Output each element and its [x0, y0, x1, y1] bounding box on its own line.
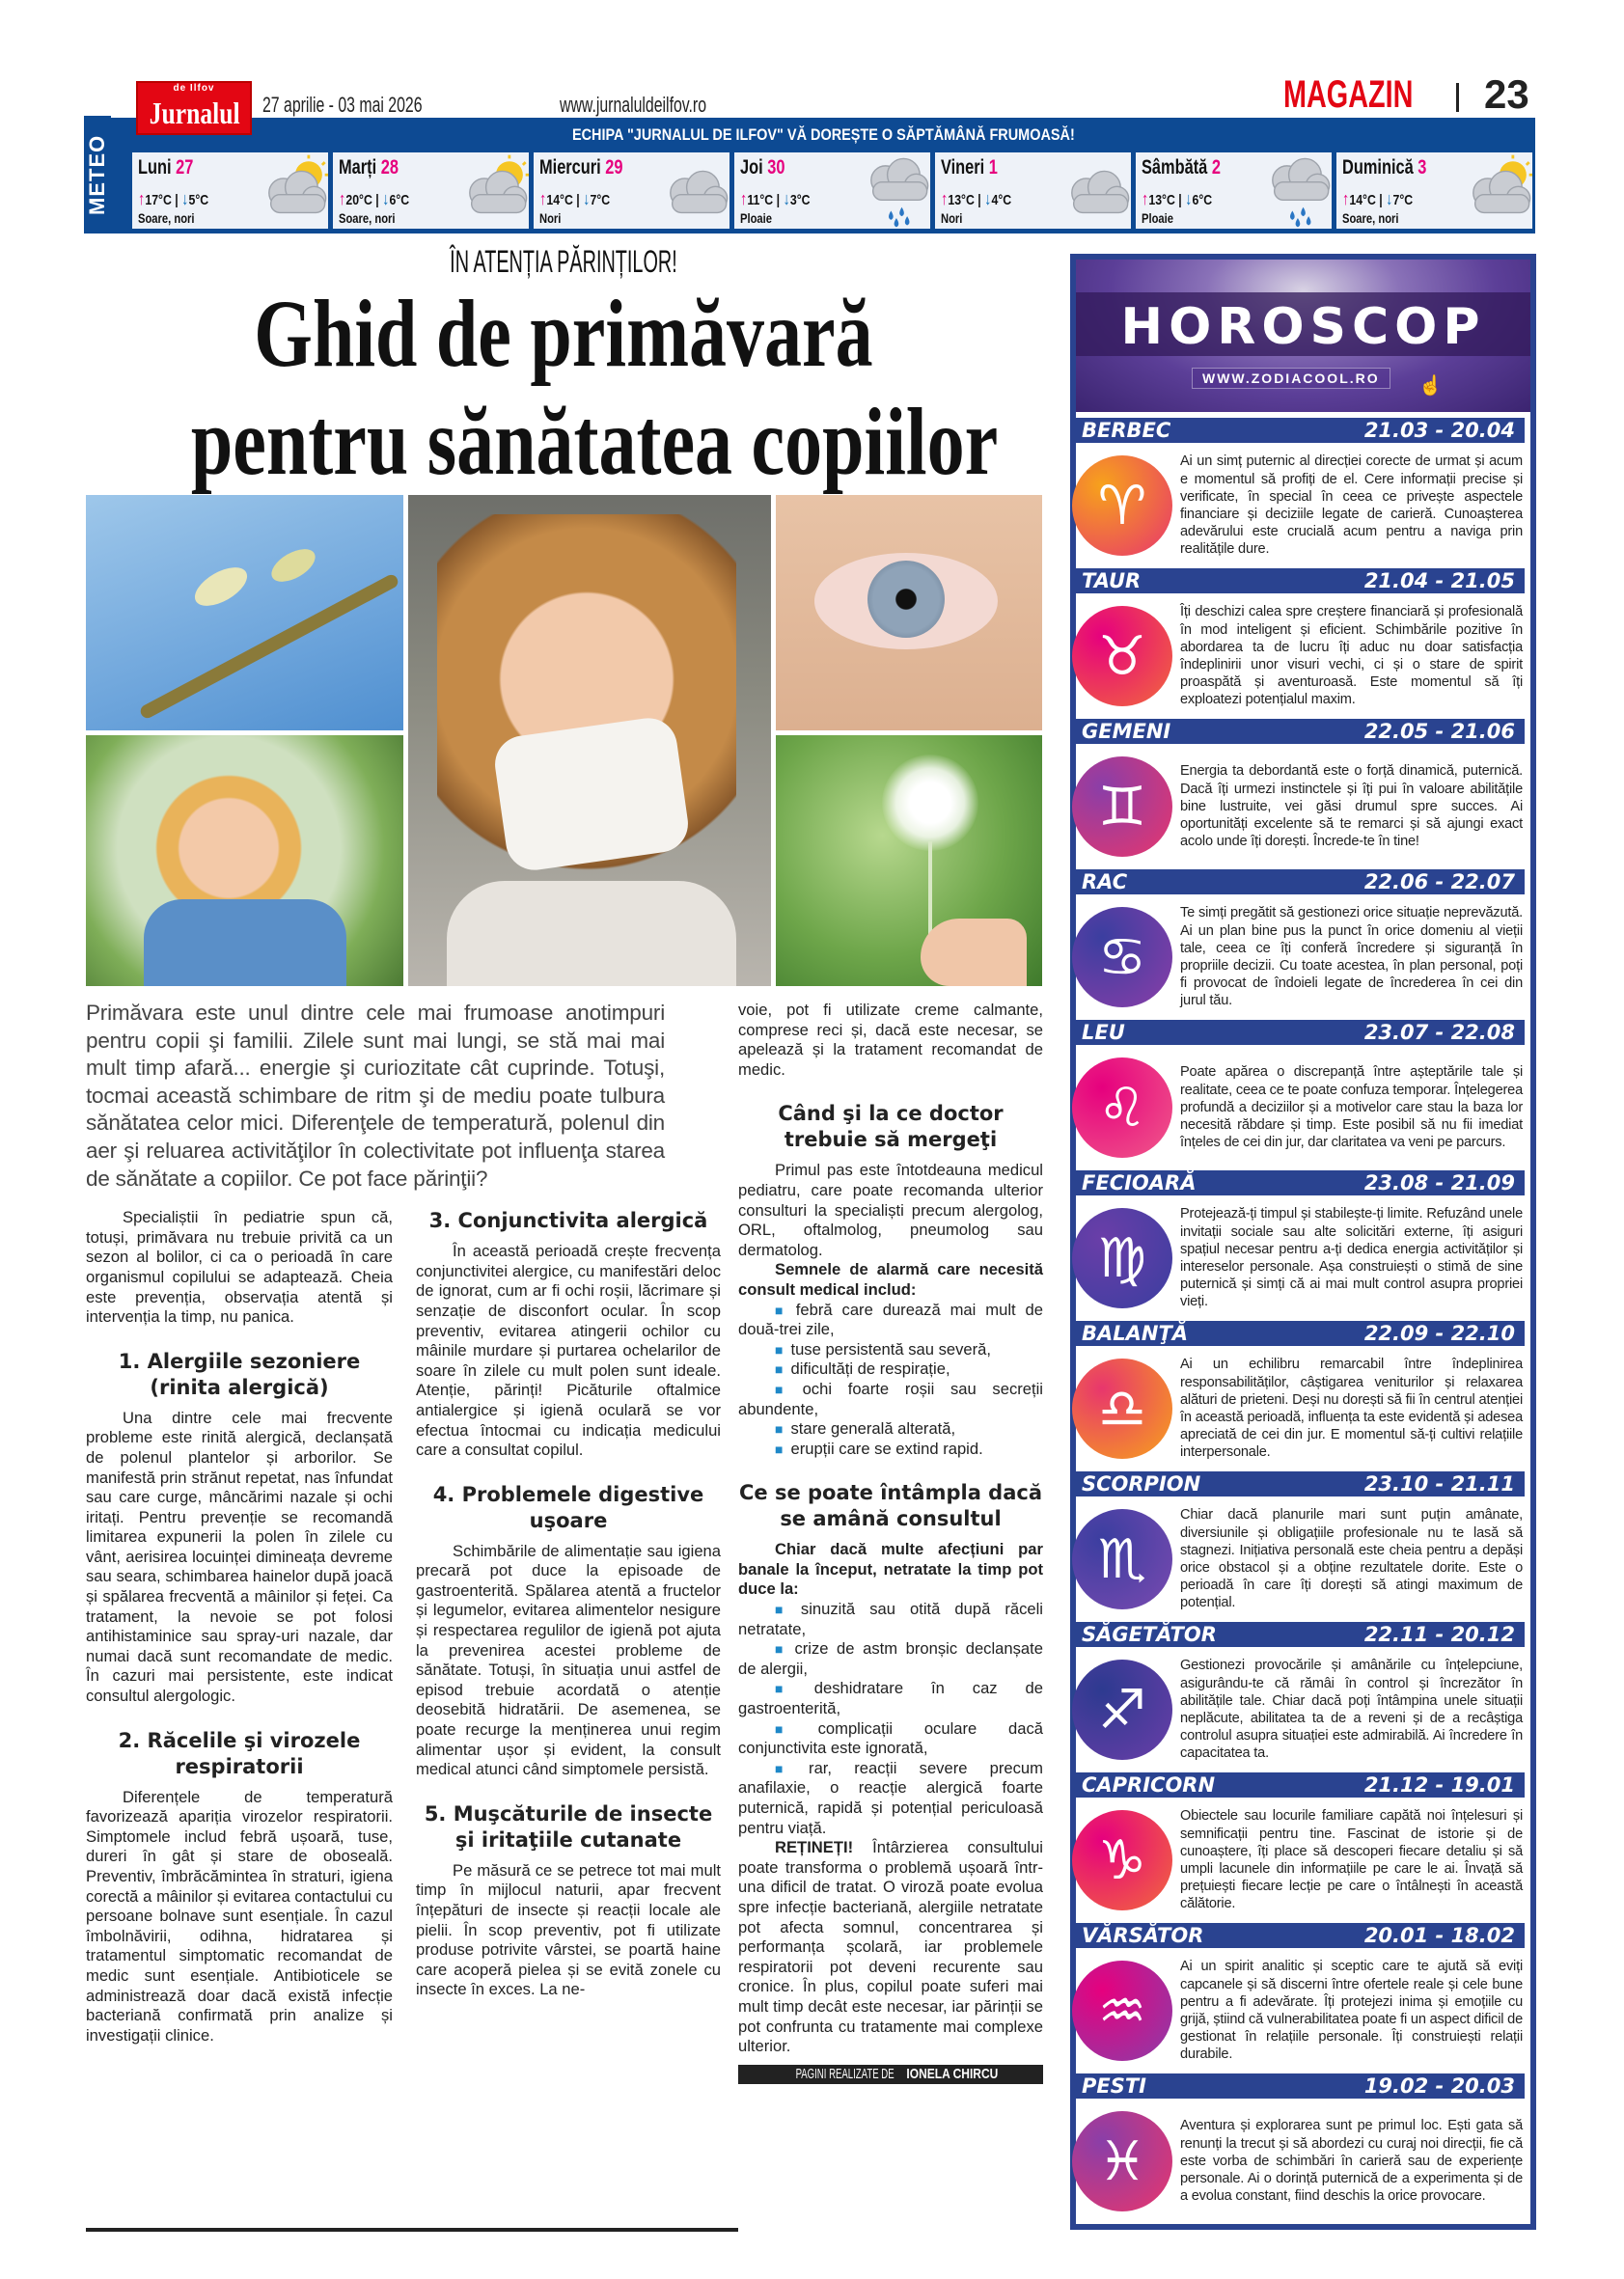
weather-day-card — [734, 152, 930, 229]
cloud-icon — [1056, 154, 1131, 228]
photo-child-blowing-nose — [408, 495, 771, 986]
temp-low: 7°C — [590, 192, 611, 208]
meteo-side-label: METEO — [84, 116, 111, 233]
bullet-text: deshidratare în caz de gastroenterită, — [738, 1679, 1043, 1718]
sign-dates: 23.08 - 21.09 — [1363, 1171, 1515, 1194]
title-line-1: Ghid de primăvară — [254, 280, 873, 387]
weather-temps: ↑13°C | ↓4°C — [941, 189, 1012, 208]
day-number: 27 — [176, 156, 194, 178]
photo-dandelion — [776, 735, 1042, 986]
bold-lead-paragraph: Chiar dacă multe afecțiuni par banale la început, netratate la timp pot duce la: — [738, 1540, 1043, 1599]
body-paragraph: Schimbările de alimentație sau igiena precară pot duce la episoade de gastroenterită. Spălarea atentă a fructelor și legumelor, evitarea alimentelor nesigure și respectarea regulilor de igienă pot ajuta la prevenirea acestei probleme de sănătate. Totuși, în situația unui astfel de episod trebuie acordată o atenție deosebită hidratării. De asemenea, se poate recurge la menținerea unui regim alimentar ușor și evident, la consult medical atunci când simptomele persistă. — [416, 1541, 721, 1779]
bullet-item — [738, 1440, 1043, 1460]
horoscope-banner — [1076, 260, 1530, 412]
header-divider — [1456, 83, 1459, 112]
weather-temps: ↑14°C | ↓7°C — [539, 189, 611, 208]
virgo-icon: ♍ — [1072, 1208, 1172, 1308]
sign-name: SCORPION — [1082, 1472, 1201, 1496]
article-two-columns — [86, 1208, 723, 2046]
horoscope-sign-virgo — [1076, 1170, 1530, 1321]
weather-temps: ↑17°C | ↓5°C — [138, 189, 209, 208]
horoscope-title: HOROSCOP — [1120, 298, 1486, 356]
bullet-text: stare generală alterată, — [790, 1419, 956, 1439]
arrow-down-icon: ↓ — [783, 189, 790, 208]
sign-dates: 19.02 - 20.03 — [1363, 2074, 1515, 2098]
weather-day-label — [1342, 156, 1426, 179]
arrow-down-icon: ↓ — [583, 189, 591, 208]
sign-header — [1076, 719, 1525, 744]
aquarius-icon: ♒ — [1072, 1961, 1172, 2061]
sign-name: LEU — [1082, 1021, 1125, 1044]
article-title — [86, 280, 1041, 496]
photo-red-eye — [776, 495, 1042, 730]
sign-body — [1076, 894, 1530, 1020]
weather-banner-text: ECHIPA "JURNALUL DE ILFOV" VĂ DOREȘTE O SĂPTĂMÂNĂ FRUMOASĂ! — [571, 125, 1075, 144]
sign-dates: 21.12 - 19.01 — [1363, 1773, 1515, 1797]
bullet-square-icon: ■ — [775, 1681, 807, 1697]
sign-text: Ai un echilibru remarcabil între îndeplinirea responsabilităților, câștigarea veniturilor și relaxarea alături de prieteni. Deși nu dorești să fii în centrul atenției în această perioadă, influența ta este evidentă și adesea apreciată de cei din jur. E momentul să-ți cultivi relațiile interpersonale. — [1180, 1357, 1523, 1461]
bullet-square-icon: ■ — [775, 1641, 787, 1658]
weather-day-label — [539, 156, 623, 179]
sign-body — [1076, 593, 1530, 719]
bullet-text: rar, reacții severe precum anafilaxie, o reacție alergică foarte puternică, rapidă și potențial periculoasă pentru viață. — [738, 1758, 1043, 1837]
sign-header — [1076, 568, 1525, 593]
sign-body — [1076, 1045, 1530, 1170]
bullet-square-icon: ■ — [775, 1302, 788, 1318]
section-heading: 5. Muşcăturile de insecte şi iritaţiile cutanate — [424, 1801, 713, 1852]
bullet-item — [738, 1759, 1043, 1838]
sign-dates: 23.10 - 21.11 — [1363, 1472, 1515, 1496]
weather-day-card — [132, 152, 328, 229]
weather-day-card — [534, 152, 729, 229]
sign-header — [1076, 2073, 1525, 2099]
day-number: 30 — [767, 156, 785, 178]
weather-day-label — [740, 156, 784, 179]
article-column-1 — [86, 1208, 393, 2046]
partly-sunny-icon — [253, 154, 328, 228]
weather-day-card — [935, 152, 1131, 229]
article-intro: Primăvara este unul dintre cele mai frumoase anotimpuri pentru copii şi familii. Zilele sunt mai lungi, se stă mai mai mult timp afară... energie şi curiozitate cât cuprinde. Totuşi, tocmai această schimbare de ritm şi de mediu poate tulbura sănătatea celor mici. Diferenţele de temperatură, polenul din aer şi reluarea activităţilor în colectivitate pot influenţa starea de sănătate a copiilor. Ce pot face părinţii? — [86, 1001, 665, 1191]
horoscope-sign-taurus — [1076, 568, 1530, 719]
weather-temps: ↑11°C | ↓3°C — [740, 189, 811, 208]
sign-dates: 21.03 - 20.04 — [1363, 419, 1515, 442]
kicker-text: ÎN ATENȚIA PĂRINȚILOR! — [450, 244, 677, 279]
temp-high: 13°C — [1148, 192, 1175, 208]
bullet-item — [738, 1419, 1043, 1440]
body-paragraph: Specialiștii în pediatrie spun că, totuși, primăvara nu trebuie privită ca un sezon al bolilor, ci ca o perioadă în care organismul copilului se adaptează. Cheia este prevenția, observația atentă și intervenția la timp, nu panica. — [86, 1208, 393, 1327]
weather-condition: Soare, nori — [339, 210, 396, 226]
horoscope-sign-capricorn — [1076, 1772, 1530, 1923]
sign-header — [1076, 1772, 1525, 1798]
note-label: REȚINEȚI! — [775, 1838, 854, 1857]
photo-willow-catkins — [86, 495, 403, 730]
temp-high: 13°C — [948, 192, 975, 208]
horoscope-sign-libra — [1076, 1321, 1530, 1471]
bullet-text: febră care durează mai mult de două-trei zile, — [738, 1300, 1043, 1339]
temp-low: 6°C — [1192, 192, 1213, 208]
note-text: Întârzierea consultului poate transforma o problemă ușoară într-una dificil de tratat. O viroză poate evolua spre infecție bacteriană, alergiile netratate pot afecta somnul, concentrarea și performanța școlară, iar problemele respiratorii pot deveni recurente sau cronice. În plus, copilul poate suferi mai mult timp decât este necesar, iar părinții se pot confrunta cu tratamente mai complexe ulterior. — [738, 1838, 1043, 2056]
body-paragraph: Pe măsură ce se petrece tot mai mult timp în mijlocul naturii, apar frecvent înțepături de insecte și reacții locale ale pielii. În scop preventiv, pot fi utilizate produse potrivite vârstei, se poartă haine care acoperă pielea și se evită zonele cu insecte în exces. La ne- — [416, 1860, 721, 1999]
sign-body — [1076, 443, 1530, 568]
horoscope-sign-cancer — [1076, 869, 1530, 1020]
horoscope-sign-sagittarius — [1076, 1622, 1530, 1772]
sign-text: Energia ta debordantă este o forță dinamică, puternică. Dacă îți urmezi instinctele și îți pui în valoare abilitățile bine lustruite, vei găsi drumul spre succes. Ai oportunități excelente să te remarci și să ajungi exact acolo unde îți dorești. Încrede-te în tine! — [1180, 763, 1523, 850]
article-column-2 — [416, 1208, 721, 2046]
photo-sneezing-toddler — [86, 735, 403, 986]
bullet-square-icon: ■ — [775, 1421, 784, 1438]
day-name: Sâmbătă — [1142, 156, 1208, 178]
weather-day-card — [1336, 152, 1532, 229]
arrow-up-icon: ↑ — [138, 189, 146, 208]
horoscope-sign-aquarius — [1076, 1923, 1530, 2073]
section-heading: 4. Problemele digestive uşoare — [432, 1482, 704, 1532]
arrow-up-icon: ↑ — [539, 189, 547, 208]
sign-text: Gestionezi provocările și amânările cu înțelepciune, asigurându-te că rămâi în control și încrezător în abilitățile tale. Chiar dacă poți întâmpina unele situații neplăcute, abilitatea ta de a reveni și de a recâștiga controlul asupra situației este admirabilă. Ai încredere în capacitatea ta. — [1180, 1658, 1523, 1762]
pisces-icon: ♓ — [1072, 2111, 1172, 2211]
weather-condition: Soare, nori — [1342, 210, 1399, 226]
temp-high: 20°C — [345, 192, 372, 208]
bullet-item — [738, 1340, 1043, 1360]
weather-day-card — [333, 152, 529, 229]
weather-banner — [111, 125, 1535, 145]
sign-name: BALANŢĂ — [1082, 1322, 1189, 1345]
weather-condition: Soare, nori — [138, 210, 195, 226]
bullet-square-icon: ■ — [775, 1441, 784, 1457]
day-name: Miercuri — [539, 156, 601, 178]
bullet-text: complicații oculare dacă conjunctivita este ignorată, — [738, 1718, 1043, 1758]
sign-dates: 21.04 - 21.05 — [1363, 569, 1515, 592]
newspaper-logo — [136, 81, 252, 135]
horoscope-sign-leo — [1076, 1020, 1530, 1170]
sign-dates: 22.11 - 20.12 — [1363, 1623, 1515, 1646]
weather-day-label — [941, 156, 998, 179]
weather-temps: ↑14°C | ↓7°C — [1342, 189, 1414, 208]
sign-dates: 23.07 - 22.08 — [1363, 1021, 1515, 1044]
sign-header — [1076, 1321, 1525, 1346]
sign-name: GEMENI — [1082, 720, 1171, 743]
day-number: 3 — [1418, 156, 1427, 178]
sign-text: Obiectele sau locurile familiare capătă noi înțelesuri și semnificații pentru tine. Fascinat de istorie și de cunoaștere, îți place să descoperi fiecare detaliu și să umpli lacunele din informațiile pe care le ai. Învață să prețuiești fiecare lecție pe care o întâlnești în această călătorie. — [1180, 1808, 1523, 1912]
temp-low: 3°C — [789, 192, 811, 208]
pointer-hand-icon: ☝ — [1418, 375, 1443, 397]
bullet-item — [738, 1600, 1043, 1639]
partly-sunny-icon — [454, 154, 529, 228]
weather-condition: Ploaie — [1142, 210, 1173, 226]
bullet-item — [738, 1639, 1043, 1679]
arrow-down-icon: ↓ — [382, 189, 390, 208]
sign-header — [1076, 418, 1525, 443]
temp-high: 11°C — [747, 192, 774, 208]
sign-text: Îți deschizi calea spre creștere financiară și profesională în mod inteligent și eficient. Schimbările pozitive în abordarea ta de lucru îți aduc nu doar satisfacția îndeplinirii unor visuri vechi, ci și o stare de spirit proaspătă și aventuroasă. Este momentul să îți exploatezi potențialul maxim. — [1180, 604, 1523, 708]
website-url: www.jurnaluldeilfov.ro — [560, 93, 707, 117]
arrow-down-icon: ↓ — [984, 189, 992, 208]
sign-text: Chiar dacă planurile mari sunt puțin amânate, diversiunile și obligațiile profesionale nu te lasă să stagnezi. Inițiativa personală este cheia pentru a depăși orice obstacol și a obține rezultatele dorite. Este o perioadă în care îți dorești să atingi maximum de potențial. — [1180, 1507, 1523, 1611]
sign-name: PESTI — [1082, 2074, 1146, 2098]
leo-icon: ♌ — [1072, 1057, 1172, 1158]
weather-condition: Ploaie — [740, 210, 772, 226]
day-number: 29 — [605, 156, 623, 178]
cancer-icon: ♋ — [1072, 907, 1172, 1007]
day-name: Duminică — [1342, 156, 1414, 178]
libra-icon: ♎ — [1072, 1359, 1172, 1459]
sign-dates: 22.05 - 21.06 — [1363, 720, 1515, 743]
aries-icon: ♈ — [1072, 455, 1172, 556]
section-heading: Când şi la ce doctor trebuie să mergeţi — [778, 1102, 1004, 1152]
sign-header — [1076, 1923, 1525, 1948]
section-name: MAGAZIN — [1283, 73, 1414, 116]
sign-text: Te simți pregătit să gestionezi orice situație neprevăzută. Ai un plan bine pus la punct în orice domeniu al vieții tale, ceea ce îți conferă încredere și siguranță în propriile decizii. Cu toate acestea, în plan personal, poți fi provocat de îndoieli legate de încrederea în cei din jurul tău. — [1180, 905, 1523, 1009]
article-left-flow — [86, 1000, 723, 2046]
weather-day-card — [1136, 152, 1332, 229]
bullet-item — [738, 1719, 1043, 1759]
logo-subtitle: de Ilfov — [173, 83, 215, 94]
sign-header — [1076, 1622, 1525, 1647]
sign-body — [1076, 2099, 1530, 2224]
sagittarius-icon: ♐ — [1072, 1660, 1172, 1760]
bullet-square-icon: ■ — [775, 1361, 784, 1378]
temp-high: 14°C — [546, 192, 573, 208]
temp-high: 17°C — [145, 192, 172, 208]
arrow-up-icon: ↑ — [339, 189, 346, 208]
sign-name: RAC — [1082, 870, 1128, 893]
sign-body — [1076, 744, 1530, 869]
bullet-square-icon: ■ — [775, 1341, 784, 1358]
sign-body — [1076, 1195, 1530, 1321]
arrow-up-icon: ↑ — [1142, 189, 1149, 208]
sign-body — [1076, 1798, 1530, 1923]
arrow-down-icon: ↓ — [1386, 189, 1393, 208]
section-heading: 1. Alergiile sezoniere (rinita alergică) — [118, 1349, 361, 1399]
horoscope-url-link[interactable]: WWW.ZODIACOOL.RO — [1192, 368, 1390, 389]
bullet-square-icon: ■ — [775, 1760, 802, 1776]
body-paragraph: voie, pot fi utilizate creme calmante, comprese reci și, dacă este necesar, se apelează și la tratament recomandat de medic. — [738, 1001, 1043, 1079]
horoscope-signs — [1076, 412, 1530, 2224]
sign-name: SĂGETĂTOR — [1082, 1623, 1217, 1646]
bullet-text: crize de astm bronșic declanșate de alergii, — [738, 1639, 1043, 1678]
weather-band — [111, 118, 1535, 233]
credit-author: IONELA CHIRCU — [906, 2065, 999, 2082]
gemini-icon: ♊ — [1072, 756, 1172, 857]
bullet-text: dificultăți de respirație, — [790, 1359, 950, 1379]
sign-header — [1076, 1020, 1525, 1045]
horoscope-sign-scorpio — [1076, 1471, 1530, 1622]
sign-body — [1076, 1647, 1530, 1772]
weather-temps: ↑20°C | ↓6°C — [339, 189, 410, 208]
bullet-square-icon: ■ — [775, 1381, 795, 1397]
sign-text: Ai un spirit analitic și sceptic care te ajută să eviți capcanele și să discerni între ofertele reale și cele bune pentru a fi adevărate. Îți protejezi inima și emoțiile cu grijă, știind că vulnerabilitatea poate fi un aspect dificil de gestionat în relațiile personale. Îți construiești relații durabile. — [1180, 1959, 1523, 2063]
sign-dates: 22.06 - 22.07 — [1363, 870, 1515, 893]
section-heading: Ce se poate întâmpla dacă se amână consultul — [738, 1481, 1042, 1531]
arrow-up-icon: ↑ — [941, 189, 949, 208]
weather-condition: Nori — [539, 210, 562, 226]
weather-day-label — [339, 156, 399, 179]
partly-sunny-icon — [1457, 154, 1532, 228]
arrow-down-icon: ↓ — [181, 189, 189, 208]
sign-header — [1076, 1471, 1525, 1496]
sign-body — [1076, 1496, 1530, 1622]
bullet-text: erupții care se extind rapid. — [790, 1439, 983, 1458]
weather-day-label — [138, 156, 193, 179]
credit-prefix: PAGINI REALIZATE DE — [795, 2065, 895, 2082]
bullet-text: ochi foarte roșii sau secreții abundente, — [738, 1379, 1043, 1418]
sign-dates: 20.01 - 18.02 — [1363, 1924, 1515, 1947]
horoscope-box — [1070, 254, 1536, 2230]
sign-header — [1076, 1170, 1525, 1195]
bullet-square-icon: ■ — [775, 1720, 811, 1737]
horoscope-sign-pisces — [1076, 2073, 1530, 2224]
day-name: Luni — [138, 156, 172, 178]
day-number: 1 — [988, 156, 998, 178]
sign-text: Poate apărea o discrepanță între așteptările tale și realitate, ceea ce te poate confuza temporar. Înțelegerea profundă a deciziilor și a motivelor care stau la baza lor necesită răbdare și timp. Este posibil să nu fii imediat înțeles de cei din jur, dar claritatea va veni pe parcurs. — [1180, 1064, 1523, 1151]
body-paragraph: În această perioadă crește frecvența conjunctivitei alergice, cu manifestări deloc de ignorat, cum ar fi ochi roșii, lăcrimare și senzație de disconfort ocular. În scop preventiv, evitarea atingerii ochilor cu mâinile murdare și purtarea ochelarilor de soare în zilele cu mult polen sunt ideale. Atenție, părinți! Picăturile oftalmice antialergice și igienă oculară se vor efectua întocmai cu indicația medicului care a consultat copilul. — [416, 1242, 721, 1460]
body-paragraph: Una dintre cele mai frecvente probleme este rinită alergică, declanșată de polenul plantelor și arborilor. Se manifestă prin strănut repetat, nas înfundat sau care curge, mâncărimi nazale și ochi iritați. Pentru prevenție se recomandă limitarea expunerii la polen în zilele cu vânt, aerisirea locuinței dimineața devreme sau seara, schimbarea hainelor după joacă și spălarea frecventă a mâinilor și feței. Ca tratament, la nevoie se pot folosi antihistaminice sau spray-uri nazale, dar numai dacă sunt recomandate de medic. În cazuri mai persistente, este indicat consultul alergologic. — [86, 1408, 393, 1706]
capricorn-icon: ♑ — [1072, 1810, 1172, 1910]
temp-low: 5°C — [188, 192, 209, 208]
day-number: 2 — [1211, 156, 1221, 178]
day-number: 28 — [380, 156, 399, 178]
temp-low: 6°C — [389, 192, 410, 208]
bottom-rule — [86, 2228, 738, 2232]
logo-wordmark: Jurnalul — [149, 96, 240, 130]
sign-name: FECIOARĂ — [1082, 1171, 1197, 1194]
day-name: Marți — [339, 156, 377, 178]
sign-name: CAPRICORN — [1082, 1773, 1216, 1797]
bullet-item — [738, 1359, 1043, 1380]
section-heading: 2. Răcelile şi virozele respiratorii — [118, 1728, 361, 1778]
article-column-3 — [738, 1001, 1043, 2084]
body-paragraph: Primul pas este întotdeauna medicul pediatru, care poate recomanda ulterior consulturi la specialiști precum alergolog, ORL, oftalmolog, pneumolog sau dermatolog. — [738, 1161, 1043, 1259]
day-name: Vineri — [941, 156, 985, 178]
arrow-up-icon: ↑ — [1342, 189, 1350, 208]
author-credit — [738, 2065, 1043, 2084]
bullet-item — [738, 1380, 1043, 1419]
weather-temps: ↑13°C | ↓6°C — [1142, 189, 1213, 208]
sign-dates: 22.09 - 22.10 — [1363, 1322, 1515, 1345]
issue-date: 27 aprilie - 03 mai 2026 — [262, 93, 423, 117]
bullet-item — [738, 1301, 1043, 1340]
sign-text: Ai un simț puternic al direcției corecte de urmat și acum e momentul să profiți de el. Cere informații precise și verificate, în special în ceea ce privește aspectele financiare și deciziile legate de carieră. Cunoașterea adevărului este crucială acum pentru a naviga prin realitățile dure. — [1180, 453, 1523, 558]
note-paragraph — [738, 1838, 1043, 2057]
sign-header — [1076, 869, 1525, 894]
section-heading: 3. Conjunctivita alergică — [428, 1209, 708, 1233]
weather-days — [132, 152, 1532, 229]
body-paragraph: Diferențele de temperatură favorizează apariția virozelor respiratorii. Simptomele includ febră ușoară, tuse, dureri în gât și stare de oboseală. Preventiv, îmbrăcămintea în straturi, igiena corectă a mâinilor și evitarea contactului cu persoane bolnave sunt esențiale. În cazul îmbolnăvirii, odihna, hidratarea și tratamentul simptomatic recomandat de medic sunt esențiale. Antibioticele se administrează doar dacă există infecție bacteriană confirmată prin analize și investigații clinice. — [86, 1787, 393, 2045]
day-name: Joi — [740, 156, 763, 178]
arrow-down-icon: ↓ — [1185, 189, 1193, 208]
temp-low: 7°C — [1392, 192, 1414, 208]
bold-lead-paragraph: Semnele de alarmă care necesită consult medical includ: — [738, 1260, 1043, 1299]
temp-low: 4°C — [991, 192, 1012, 208]
rain-icon — [855, 154, 930, 228]
horoscope-sign-gemini — [1076, 719, 1530, 869]
bullet-square-icon: ■ — [775, 1602, 793, 1618]
article-kicker — [86, 245, 1041, 285]
sign-text: Protejează-ți timpul și stabilește-ți limite. Refuzând unele invitații sociale sau alte solicitări externe, îți asiguri spațiul necesar pentru a-ți dedica energia activităților și intereselor personale. Așa construiești o stimă de sine puternică și simți că ai mai mult control asupra propriei vieți. — [1180, 1206, 1523, 1310]
horoscope-sign-aries — [1076, 418, 1530, 568]
temp-high: 14°C — [1349, 192, 1376, 208]
page-number: 23 — [1484, 71, 1529, 117]
scorpio-icon: ♏ — [1072, 1509, 1172, 1609]
arrow-up-icon: ↑ — [740, 189, 748, 208]
sign-text: Aventura și explorarea sunt pe primul loc. Ești gata să renunți la trecut și să abordezi cu curaj noi direcții, fie că este vorba de schimbări în carieră sau de experiențe personale. Ai o dorință puternică de a experimenta și de a evolua constant, fiind deschis la orice provocare. — [1180, 2118, 1523, 2205]
sign-body — [1076, 1346, 1530, 1471]
bullet-item — [738, 1679, 1043, 1718]
taurus-icon: ♉ — [1072, 606, 1172, 706]
sign-body — [1076, 1948, 1530, 2073]
sign-name: TAUR — [1082, 569, 1142, 592]
title-line-2: pentru sănătatea copiilor — [190, 388, 999, 495]
weather-day-label — [1142, 156, 1221, 179]
bullet-text: tuse persistentă sau severă, — [790, 1339, 992, 1359]
weather-condition: Nori — [941, 210, 963, 226]
sign-name: VĂRSĂTOR — [1082, 1924, 1204, 1947]
bullet-text: sinuzită sau otită după răceli netratate, — [738, 1600, 1043, 1638]
sign-name: BERBEC — [1082, 419, 1171, 442]
rain-icon — [1256, 154, 1332, 228]
cloud-icon — [654, 154, 729, 228]
